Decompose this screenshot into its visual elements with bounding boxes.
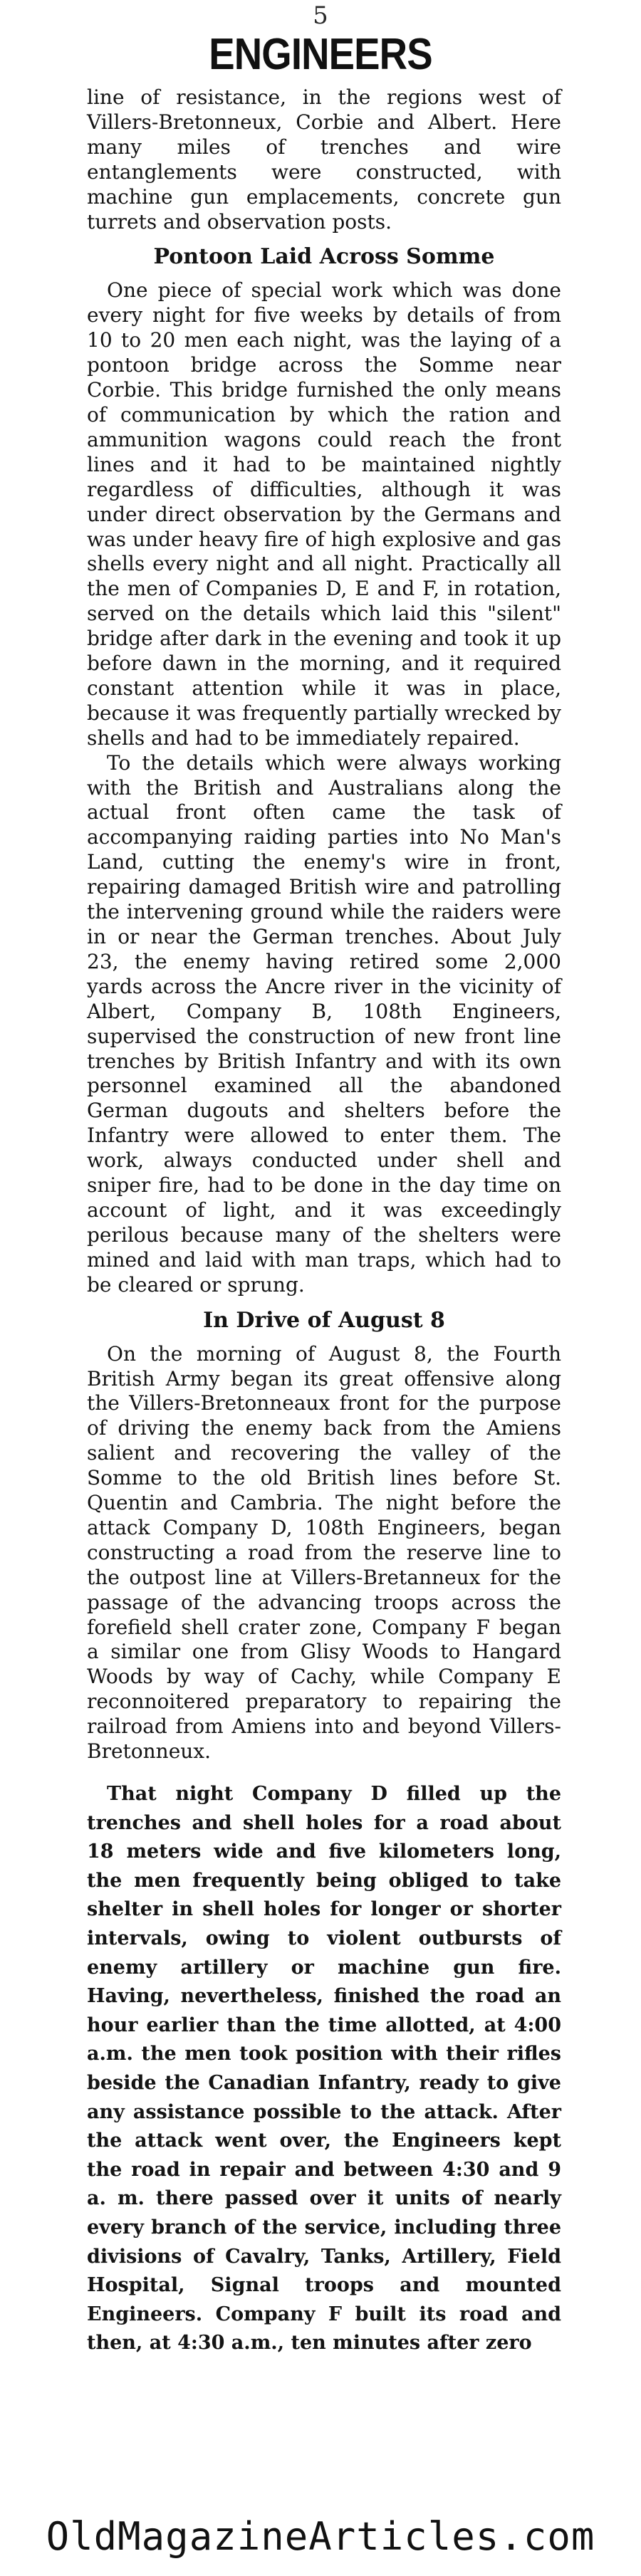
page-title: ENGINEERS	[209, 30, 432, 79]
footer-credit: OldMagazineArticles.com	[46, 2514, 595, 2559]
section-heading-pontoon: Pontoon Laid Across Somme	[153, 244, 495, 270]
article-paragraph: To the details which were always working with the British and Australians along the actual front often came the task of accompanying raiding parties into No Man's Land, cutting the enemy's wire in front, repairing damaged British wire and patrolling the intervening ground while the raiders were in or near the German trenches. About July 23, the enemy having retired some 2,000 yards across the Ancre river in the vicinity of Albert, Company B, 108th Engineers, supervised the construction of new front line trenches by British Infantry and with its own personnel examined all the abandoned German dugouts and shelters before the Infantry were allowed to enter them. The work, always conducted under shell and sniper fire, had to be done in the day time on account of light, and it was exceedingly perilous because many of the shelters were mined and laid with man traps, which had to be cleared or sprung.	[87, 750, 561, 1297]
page-number: 5	[313, 1, 328, 30]
article-bold-paragraph: That night Company D filled up the trenches and shell holes for a road about 18 meters wide and five kilometers long, the men frequently being obliged to take shelter in shell holes for longer or shorter intervals, owing to violent outbursts of enemy artillery or machine gun fire. Having, nevertheless, finished the road an hour earlier than the time allotted, at 4:00 a.m. the men took position with their rifles beside the Canadian Infantry, ready to give any assistance possible to the attack. After the attack went over, the Engineers kept the road in repair and between 4:30 and 9 a. m. there passed over it units of nearly every branch of the service, including three divisions of Cavalry, Tanks, Artillery, Field Hospital, Signal troops and mounted Engineers. Company F built its road and then, at 4:30 a.m., ten minutes after zero	[87, 1783, 561, 2355]
article-paragraph: On the morning of August 8, the Fourth British Army began its great offensive along the Villers-Bretonneaux front for the purpose of driving the enemy back from the Amiens salient and recovering the valley of the Somme to the old British lines before St. Quentin and Cambria. The night before the attack Company D, 108th Engineers, began constructing a road from the reserve line to the outpost line at Villers-Bretanneux for the passage of the advancing troops across the forefield shell crater zone, Company F began a similar one from Glisy Woods to Hangard Woods by way of Cachy, while Company E reconnoitered preparatory to repairing the railroad from Amiens into and beyond Villers-Bretonneux.	[87, 1341, 561, 1764]
article-intro-paragraph: line of resistance, in the regions west of Villers-Bretonneux, Corbie and Albert. Here many miles of trenches and wire entanglements were constructed, with machine gun emplacements, concrete gun turrets and observation posts.	[87, 85, 561, 234]
article-paragraph: One piece of special work which was done every night for five weeks by details of from 10 to 20 men each night, was the laying of a pontoon bridge across the Somme near Corbie. This bridge furnished the only means of communication by which the ration and ammunition wagons could reach the front lines and it had to be maintained nightly regardless of difficulties, although it was under direct observation by the Germans and was under heavy fire of high explosive and gas shells every night and all night. Practically all the men of Companies D, E and F, in rotation, served on the details which laid this "silent" bridge after dark in the evening and took it up before dawn in the morning, and it required constant attention while it was in place, because it was frequently partially wrecked by shells and had to be immediately repaired.	[87, 278, 561, 750]
section-heading-august-drive: In Drive of August 8	[203, 1307, 445, 1333]
article-column	[87, 85, 561, 2358]
